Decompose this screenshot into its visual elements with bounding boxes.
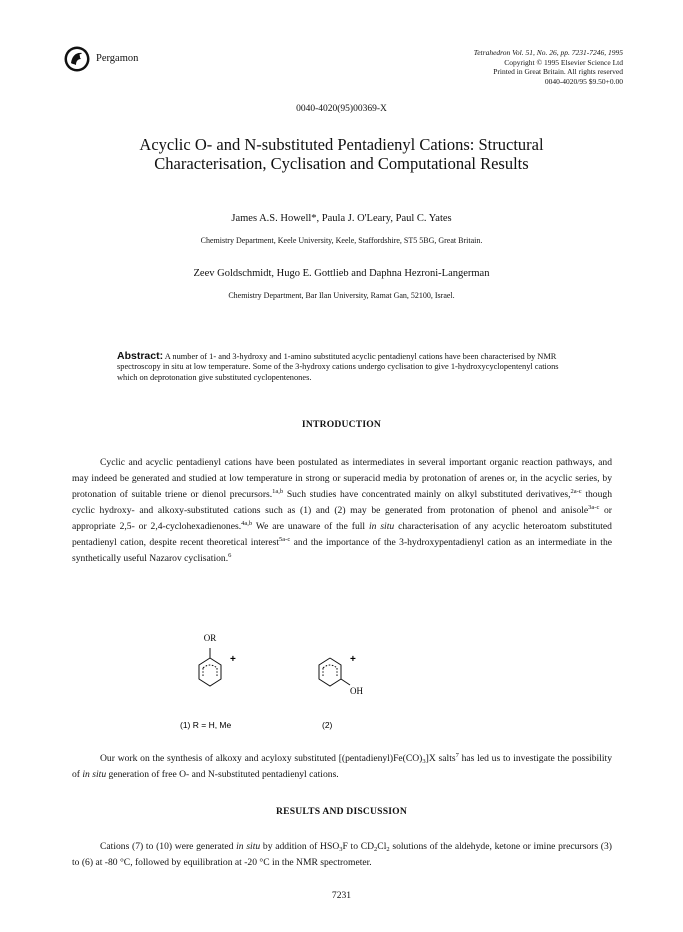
price-line: 0040-4020/95 $9.50+0.00: [544, 76, 623, 86]
structure-1-substituent: OR: [203, 633, 217, 643]
printed-line: Printed in Great Britain. All rights reserved: [493, 67, 623, 77]
structure-2: [319, 658, 350, 686]
author-list: Zeev Goldschmidt, Hugo E. Gottlieb and Daphna Hezroni-Langerman: [193, 268, 490, 279]
author-list: James A.S. Howell*, Paula J. O'Leary, Paul C. Yates: [231, 213, 452, 224]
abstract: [117, 351, 565, 383]
journal-info: [474, 48, 623, 86]
section-heading-results: RESULTS AND DISCUSSION: [276, 806, 407, 817]
page-number: 7231: [331, 890, 352, 901]
paragraph-text: Cations (7) to (10) were generated in situ by addition of $HSO_3F$ to $CD_2Cl_2$ solutions of the aldehyde, ketone or imine precursors (3) to (6) at -80 °C, followed by equilibration at -20 °C in the NMR spectrometer.: [72, 841, 612, 868]
publisher-name: Pergamon: [96, 53, 139, 64]
structures-figure: [170, 628, 430, 732]
work-paragraph: [72, 751, 612, 783]
structure-1: [199, 648, 221, 686]
affiliation: Chemistry Department, Bar Ilan University, Ramat Gan, 52100, Israel.: [228, 291, 455, 300]
structure-1-label: (1) R = H, Me: [180, 720, 232, 730]
charge-symbol: +: [230, 654, 236, 665]
structure-2-substituent: OH: [350, 686, 363, 696]
pergamon-logo: [64, 46, 90, 72]
results-paragraph: [72, 839, 612, 871]
section-heading-introduction: INTRODUCTION: [301, 419, 382, 430]
article-title: [40, 135, 643, 173]
charge-symbol: +: [350, 654, 356, 665]
abstract-text: A number of 1- and 3-hydroxy and 1-amino substituted acyclic pentadienyl cations have been characterised by NMR spectroscopy in situ at low temperature. Some of the 3-hydroxy cations undergo cyclisation to give 1-hydroxycyclopentenyl cations which on deprotonation give substituted cyclopentenones.: [117, 352, 559, 382]
structure-2-label: (2): [322, 720, 333, 730]
paragraph-text: Cyclic and acyclic pentadienyl cations have been postulated as intermediates in several important organic reaction pathways, and may indeed be generated and studied at low temperature in strong or superacid media by protonation of arenes or, in the acyclic series, by protonation of suitable triene or dienol precursors.$^{1a,b}$ Such studies have concentrated mainly on alkyl substituted derivatives,$^{2a-c}$ though cyclic hydroxy- and alkoxy-substituted cations such as (1) and (2) may be generated from protonation of phenol and anisole$^{3a-c}$ or appropriate 2,5- or 2,4-cyclohexadienones.$^{4a,b}$ We are unaware of the full in situ characterisation of any acyclic heteroatom substituted pentadienyl cation, despite recent theoretical interest$^{5a-c}$ and the importance of the 3-hydroxypentadienyl cation as an intermediate in the synthetically useful Nazarov cyclisation.$^6$: [72, 457, 612, 564]
affiliation: Chemistry Department, Keele University, Keele, Staffordshire, ST5 5BG, Great Britain.: [200, 236, 483, 245]
doi-code: 0040-4020(95)00369-X: [296, 104, 387, 114]
intro-paragraph: [72, 455, 612, 567]
journal-citation-line: Tetrahedron Vol. 51, No. 26, pp. 7231-7246, 1995: [473, 48, 623, 57]
copyright-line: Copyright © 1995 Elsevier Science Ltd: [504, 57, 623, 67]
abstract-label: Abstract:: [117, 350, 164, 362]
paragraph-text: Our work on the synthesis of alkoxy and acyloxy substituted $[(pentadienyl)Fe(CO)_3]X$ salts$^7$ has led us to investigate the possibility of in situ generation of free O- and N-substituted pentadienyl cations.: [72, 752, 612, 780]
title-line: Characterisation, Cyclisation and Computational Results: [154, 154, 529, 173]
title-line: Acyclic O- and N-substituted Pentadienyl Cations: Structural: [139, 135, 544, 154]
